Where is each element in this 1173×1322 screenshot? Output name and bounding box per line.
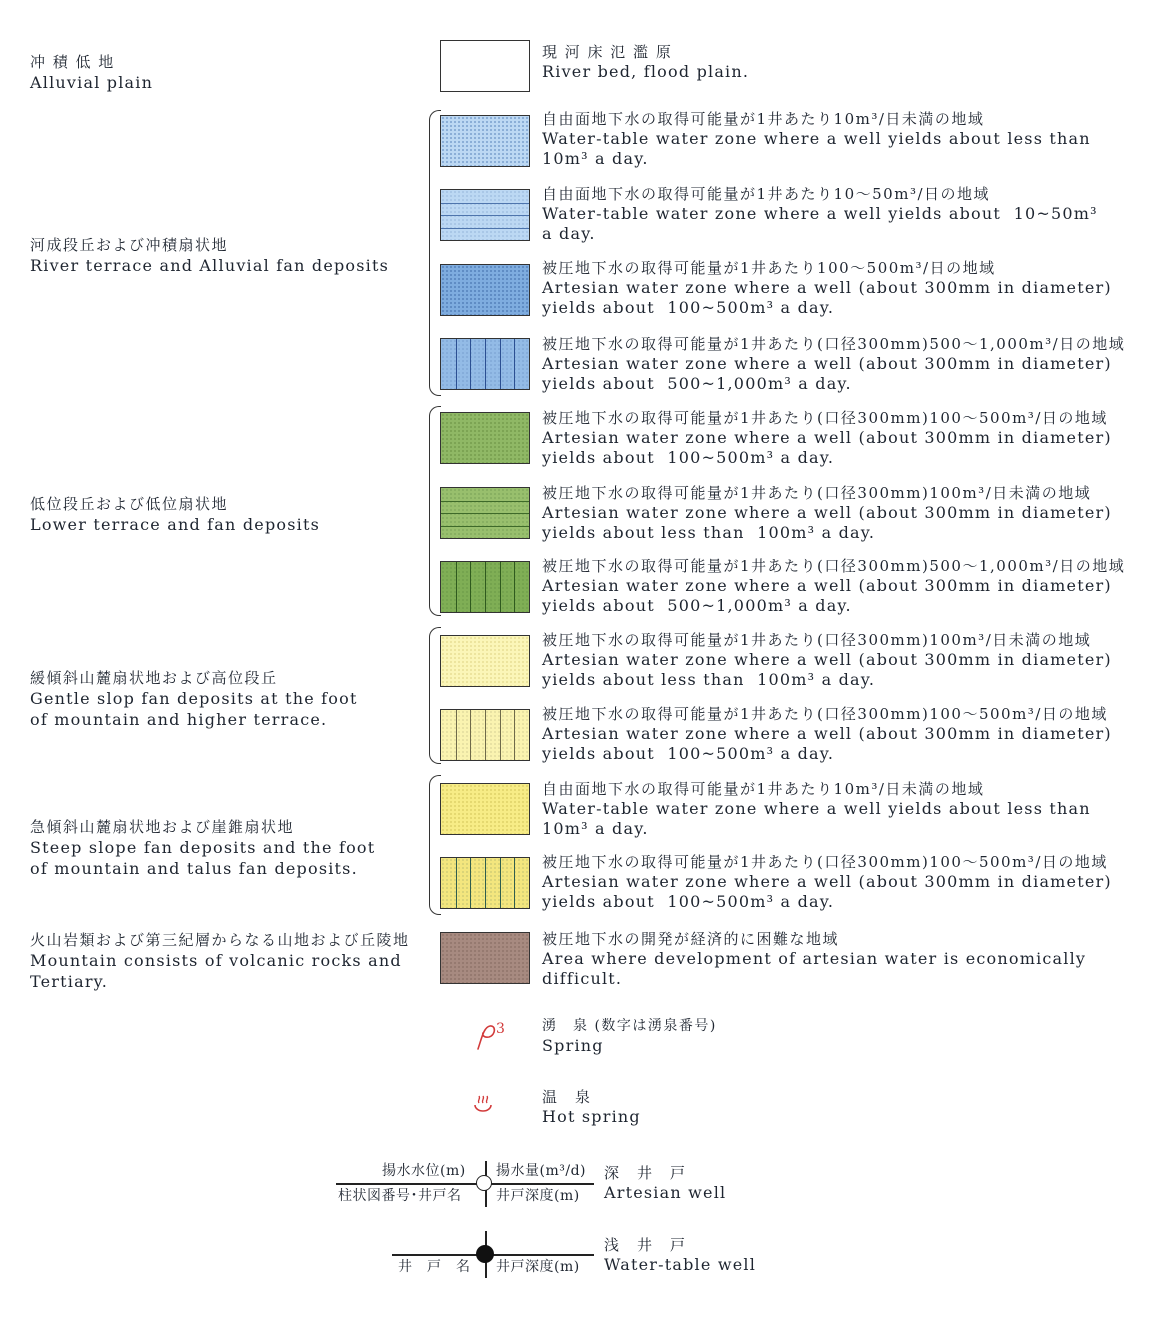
hatch-line [500,858,501,908]
category-jp-label: 低位段丘および低位扇状地 [30,495,229,513]
category-gentle-slope [30,668,358,730]
hatch-line [456,562,457,612]
category-en-label: Alluvial plain [30,73,154,92]
well-bottom-right-label: 井戸深度(m) [496,1259,580,1275]
legend-en-text: yields about less than 100m³ a day. [542,670,876,689]
hatch-line [456,339,457,389]
legend-jp-text: 被圧地下水の開発が経済的に困難な地域 [542,930,840,948]
spring-legend-text [542,1016,717,1056]
water-table-well-en: Water-table well [604,1255,757,1274]
well-top-right-label: 揚水量(m³/d) [496,1163,586,1179]
spring-en: Spring [542,1036,604,1055]
legend-en-text: yields about 100~500m³ a day. [542,892,835,911]
spring-icon [472,1017,512,1057]
hot-spring-icon [472,1094,494,1114]
legend-en-text: Area where development of artesian water is economically [542,949,1087,968]
well-top-left-label: 揚水水位(m) [382,1163,466,1179]
hot-spring-legend-text [542,1087,641,1127]
filled-circle-well-icon [476,1245,494,1263]
hatch-line [441,526,529,527]
hatch-line [514,339,515,389]
hatch-line [485,339,486,389]
legend-jp-text: 被圧地下水の取得可能量が1井あたり(口径300mm)500～1,000m³/日の地域 [542,335,1126,353]
legend-en-text: 10m³ a day. [542,149,649,168]
spring-symbol [472,1017,512,1057]
hatch-line [514,562,515,612]
spring-jp: 湧 泉 (数字は湧泉番号) [542,1018,717,1034]
category-lower-terrace [30,494,320,535]
well-bottom-left-label: 柱状図番号･井戸名 [338,1188,462,1204]
hatch-line [441,513,529,514]
hatch-line [470,710,471,760]
legend-en-text: Artesian water zone where a well (about 300mm in diameter) [542,278,1112,297]
hatch-line [441,203,529,204]
artesian-well-jp: 深 井 戸 [604,1164,687,1182]
hatch-line [500,339,501,389]
legend-en-text: yields about 500~1,000m³ a day. [542,374,852,393]
legend-swatch-gentle-100-500 [440,709,530,761]
category-en-label: Gentle slop fan deposits at the foot [30,689,358,708]
hatch-line [441,228,529,229]
legend-en-text: yields about 100~500m³ a day. [542,744,835,763]
legend-jp-text: 被圧地下水の取得可能量が1井あたり(口径300mm)100m³/日未満の地域 [542,631,1092,649]
hatch-line [514,710,515,760]
category-en-label: of mountain and higher terrace. [30,710,328,729]
legend-description [542,483,1162,543]
legend-swatch-lower-100-500 [440,412,530,464]
hatch-line [485,858,486,908]
legend-swatch-water-table-10-50 [440,189,530,241]
open-circle-well-icon [476,1175,492,1191]
legend-jp-text: 自由面地下水の取得可能量が1井あたり10m³/日未満の地域 [542,780,985,798]
legend-jp-text: 被圧地下水の取得可能量が1井あたり(口径300mm)500～1,000m³/日の地域 [542,557,1126,575]
legend-en-text: River bed, flood plain. [542,62,750,81]
legend-swatch-mountain [440,932,530,984]
category-jp-label: 緩傾斜山麓扇状地および高位段丘 [30,669,278,687]
legend-jp-text: 被圧地下水の取得可能量が1井あたり(口径300mm)100～500m³/日の地域 [542,409,1108,427]
spring-number: 3 [496,1021,505,1037]
category-river-terrace [30,235,389,276]
hatch-line [485,562,486,612]
hatch-line [441,501,529,502]
hot-spring-en: Hot spring [542,1107,641,1126]
category-jp-label: 河成段丘および冲積扇状地 [30,236,229,254]
legend-swatch-artesian-500-1000 [440,338,530,390]
legend-swatch-steep-lt10 [440,783,530,835]
category-en-label: of mountain and talus fan deposits. [30,859,358,878]
legend-en-text: 10m³ a day. [542,819,649,838]
hatch-line [500,562,501,612]
legend-en-text: Artesian water zone where a well (about 300mm in diameter) [542,872,1112,891]
legend-swatch-gentle-lt100 [440,635,530,687]
category-steep-slope [30,817,375,879]
legend-jp-text: 現 河 床 氾 濫 原 [542,43,673,61]
legend-jp-text: 自由面地下水の取得可能量が1井あたり10m³/日未満の地域 [542,110,985,128]
category-jp-label: 急傾斜山麓扇状地および崖錐扇状地 [30,818,295,836]
hatch-line [500,710,501,760]
legend-swatch-lower-500-1000 [440,561,530,613]
legend-en-text: Water-table water zone where a well yields about less than [542,129,1091,148]
legend-en-text: Artesian water zone where a well (about 300mm in diameter) [542,503,1112,522]
hatch-line [514,858,515,908]
legend-jp-text: 被圧地下水の取得可能量が1井あたり(口径300mm)100～500m³/日の地域 [542,705,1108,723]
hot-spring-symbol [472,1094,494,1114]
legend-swatch-water-table-lt10 [440,115,530,167]
legend-en-text: Artesian water zone where a well (about 300mm in diameter) [542,428,1112,447]
category-en-label: Tertiary. [30,972,109,991]
legend-en-text: Artesian water zone where a well (about 300mm in diameter) [542,354,1112,373]
legend-jp-text: 被圧地下水の取得可能量が1井あたり(口径300mm)100m³/日未満の地域 [542,484,1092,502]
legend-description [542,42,1162,82]
legend-jp-text: 自由面地下水の取得可能量が1井あたり10～50m³/日の地域 [542,185,991,203]
legend-description [542,109,1162,169]
legend-swatch-steep-100-500 [440,857,530,909]
legend-en-text: Artesian water zone where a well (about 300mm in diameter) [542,650,1112,669]
category-alluvial-plain [30,52,153,93]
artesian-well-legend-text [604,1163,726,1203]
legend-en-text: difficult. [542,969,623,988]
legend-description [542,556,1162,616]
legend-description [542,408,1162,468]
legend-description [542,184,1162,244]
hatch-line [441,215,529,216]
legend-description [542,779,1162,839]
legend-en-text: yields about 100~500m³ a day. [542,448,835,467]
legend-swatch-river-bed [440,40,530,92]
category-en-label: Steep slope fan deposits and the foot [30,838,376,857]
hatch-line [456,710,457,760]
well-bottom-right-label: 井戸深度(m) [496,1188,580,1204]
legend-en-text: a day. [542,224,596,243]
legend-description [542,852,1162,912]
hatch-line [470,562,471,612]
artesian-well-en: Artesian well [604,1183,727,1202]
legend-en-text: yields about less than 100m³ a day. [542,523,876,542]
hatch-line [456,858,457,908]
legend-en-text: Artesian water zone where a well (about 300mm in diameter) [542,576,1112,595]
hatch-line [485,710,486,760]
legend-jp-text: 被圧地下水の取得可能量が1井あたり(口径300mm)100～500m³/日の地域 [542,853,1108,871]
hatch-line [470,858,471,908]
legend-en-text: Water-table water zone where a well yields about less than [542,799,1091,818]
legend-en-text: yields about 100~500m³ a day. [542,298,835,317]
water-table-well-legend-text [604,1235,756,1275]
legend-description [542,258,1162,318]
category-jp-label: 火山岩類および第三紀層からなる山地および丘陵地 [30,931,410,949]
legend-description [542,334,1162,394]
legend-description [542,630,1162,690]
hot-spring-jp: 温 泉 [542,1088,592,1106]
legend-description [542,929,1162,989]
category-en-label: River terrace and Alluvial fan deposits [30,256,390,275]
legend-en-text: Water-table water zone where a well yields about 10~50m³ [542,204,1098,223]
category-mountain [30,930,410,992]
category-en-label: Lower terrace and fan deposits [30,515,320,534]
legend-swatch-lower-lt100 [440,487,530,539]
well-bottom-left-label: 井 戸 名 [398,1259,471,1275]
water-table-well-jp: 浅 井 戸 [604,1236,687,1254]
legend-en-text: yields about 500~1,000m³ a day. [542,596,852,615]
legend-description [542,704,1162,764]
legend-swatch-artesian-100-500 [440,264,530,316]
well-axis-line [336,1183,594,1185]
legend-en-text: Artesian water zone where a well (about 300mm in diameter) [542,724,1112,743]
hatch-line [470,339,471,389]
legend-jp-text: 被圧地下水の取得可能量が1井あたり100～500m³/日の地域 [542,259,996,277]
category-jp-label: 冲 積 低 地 [30,53,115,71]
category-en-label: Mountain consists of volcanic rocks and [30,951,402,970]
